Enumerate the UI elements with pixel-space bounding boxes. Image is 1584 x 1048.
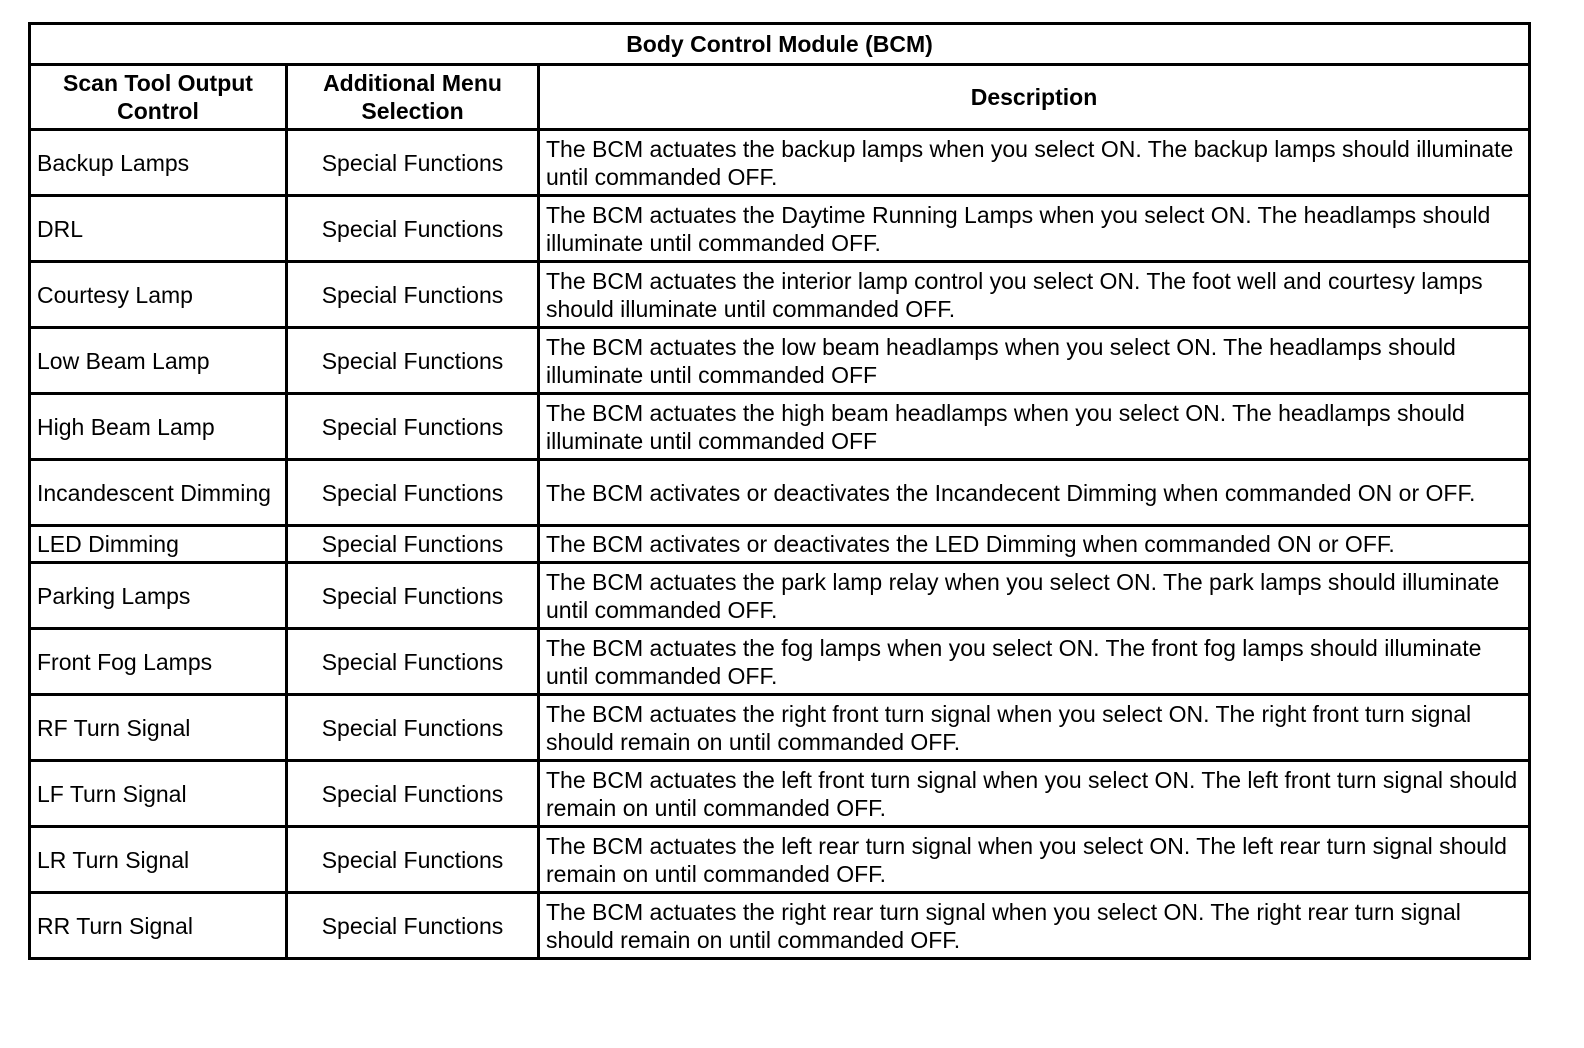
table-row (30, 196, 1530, 262)
cell-control: DRL (30, 196, 287, 262)
cell-menu-selection: Special Functions (287, 893, 539, 959)
table-row (30, 893, 1530, 959)
cell-description: The BCM actuates the backup lamps when you select ON. The backup lamps should illuminate until commanded OFF. (539, 130, 1530, 196)
cell-menu-selection: Special Functions (287, 460, 539, 526)
cell-control: LED Dimming (30, 526, 287, 563)
cell-menu-selection: Special Functions (287, 130, 539, 196)
cell-description: The BCM activates or deactivates the Incandecent Dimming when commanded ON or OFF. (539, 460, 1530, 526)
bcm-output-control-table (28, 22, 1531, 960)
cell-control: Front Fog Lamps (30, 629, 287, 695)
cell-menu-selection: Special Functions (287, 394, 539, 460)
cell-control: Low Beam Lamp (30, 328, 287, 394)
table-row (30, 761, 1530, 827)
cell-description: The BCM actuates the right rear turn signal when you select ON. The right rear turn signal should remain on until commanded OFF. (539, 893, 1530, 959)
cell-description: The BCM activates or deactivates the LED Dimming when commanded ON or OFF. (539, 526, 1530, 563)
column-header-menu: Additional Menu Selection (287, 65, 539, 130)
cell-control: LF Turn Signal (30, 761, 287, 827)
cell-control: Backup Lamps (30, 130, 287, 196)
cell-menu-selection: Special Functions (287, 827, 539, 893)
cell-description: The BCM actuates the left front turn signal when you select ON. The left front turn signal should remain on until commanded OFF. (539, 761, 1530, 827)
cell-description: The BCM actuates the Daytime Running Lamps when you select ON. The headlamps should illuminate until commanded OFF. (539, 196, 1530, 262)
table-row (30, 629, 1530, 695)
table-row (30, 394, 1530, 460)
table-title: Body Control Module (BCM) (30, 24, 1530, 65)
table-row (30, 262, 1530, 328)
column-header-control: Scan Tool Output Control (30, 65, 287, 130)
cell-description: The BCM actuates the high beam headlamps when you select ON. The headlamps should illuminate until commanded OFF (539, 394, 1530, 460)
table-row (30, 526, 1530, 563)
cell-control: LR Turn Signal (30, 827, 287, 893)
cell-menu-selection: Special Functions (287, 328, 539, 394)
cell-description: The BCM actuates the interior lamp control you select ON. The foot well and courtesy lamps should illuminate until commanded OFF. (539, 262, 1530, 328)
table-row (30, 460, 1530, 526)
cell-description: The BCM actuates the fog lamps when you select ON. The front fog lamps should illuminate until commanded OFF. (539, 629, 1530, 695)
column-header-row (30, 65, 1530, 130)
cell-control: High Beam Lamp (30, 394, 287, 460)
cell-description: The BCM actuates the right front turn signal when you select ON. The right front turn signal should remain on until commanded OFF. (539, 695, 1530, 761)
table-row (30, 827, 1530, 893)
table-row (30, 328, 1530, 394)
cell-control: RR Turn Signal (30, 893, 287, 959)
cell-control: RF Turn Signal (30, 695, 287, 761)
table-body (30, 130, 1530, 959)
cell-menu-selection: Special Functions (287, 196, 539, 262)
cell-description: The BCM actuates the low beam headlamps when you select ON. The headlamps should illuminate until commanded OFF (539, 328, 1530, 394)
cell-control: Incandescent Dimming (30, 460, 287, 526)
cell-menu-selection: Special Functions (287, 526, 539, 563)
column-header-description: Description (539, 65, 1530, 130)
cell-control: Courtesy Lamp (30, 262, 287, 328)
cell-menu-selection: Special Functions (287, 695, 539, 761)
table-title-row (30, 24, 1530, 65)
cell-control: Parking Lamps (30, 563, 287, 629)
cell-menu-selection: Special Functions (287, 629, 539, 695)
cell-menu-selection: Special Functions (287, 563, 539, 629)
cell-menu-selection: Special Functions (287, 262, 539, 328)
table-row (30, 695, 1530, 761)
cell-menu-selection: Special Functions (287, 761, 539, 827)
cell-description: The BCM actuates the left rear turn signal when you select ON. The left rear turn signal should remain on until commanded OFF. (539, 827, 1530, 893)
cell-description: The BCM actuates the park lamp relay when you select ON. The park lamps should illuminate until commanded OFF. (539, 563, 1530, 629)
table-row (30, 563, 1530, 629)
table-row (30, 130, 1530, 196)
